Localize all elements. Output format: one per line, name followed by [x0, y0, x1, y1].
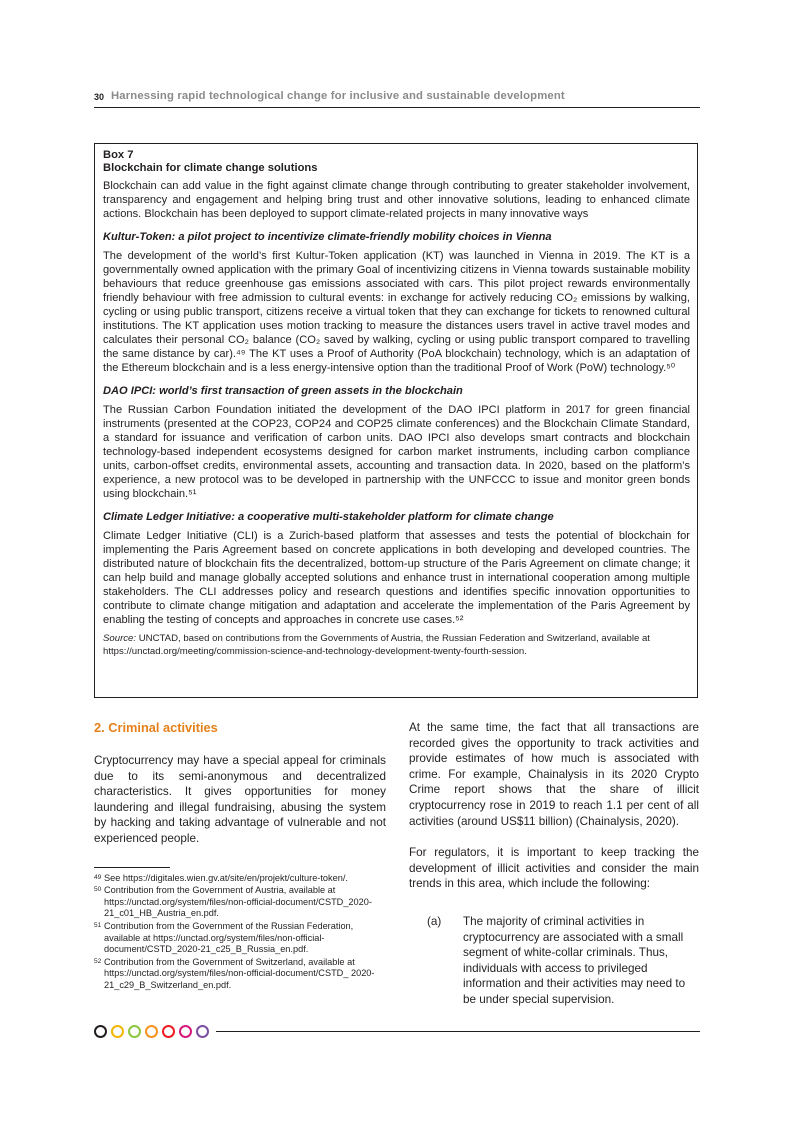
section-text-kultur-token: The development of the world’s first Kultur-Token application (KT) was launched in Vienna in 2019. The KT is a governmentally owned application with the primary Goal of incentivizing citizens in Vienna towards sustainable mobility behaviours that reduce greenhouse gas emissions associated with cars. This pilot project rewards environmentally friendly behaviour with free admission to cultural events: in exchange for actively reducing CO₂ emissions by walking, cycling or using public transport, citizens receive a virtual token that they can exchange for tickets to renowned cultural institutions. The KT application uses motion tracking to measure the distances users travel in active travel modes and calculates their personal CO₂ balance (CO₂ saved by walking, cycling or using public transport compared to travelling the same distance by car).⁴⁹ The KT uses a Proof of Authority (PoA blockchain) technology, which is an adaptation of the Ethereum blockchain and is a less energy-intensive option than the traditional Proof of Work (PoW) technology.⁵⁰: [103, 249, 690, 374]
page-header: [94, 89, 700, 108]
footer-circle-icon: [196, 1025, 209, 1038]
footer-rule: [216, 1031, 700, 1032]
section-heading-kultur-token: Kultur-Token: a pilot project to incentivize climate-friendly mobility choices in Vienna: [103, 230, 552, 243]
footer-circle-icon: [162, 1025, 175, 1038]
section-text-climate-ledger: Climate Ledger Initiative (CLI) is a Zurich-based platform that assesses and tests the potential of blockchain for implementing the Paris Agreement based on concrete applications in both developing and developed countries. The distributed nature of blockchain fits the decentralized, bottom-up structure of the Paris Agreement on climate change; it can help build and manage globally accepted solutions and enhance trust in international cooperation among multiple stakeholders. The CLI addresses policy and research questions and identifies specific innovation opportunities to contribute to climate change mitigation and adaptation and accelerate the implementation of the Paris Agreement by enabling the testing of concepts and approaches in concrete use cases.⁵²: [103, 529, 690, 626]
list-item-label: (a): [427, 914, 442, 928]
footer-circle-icon: [128, 1025, 141, 1038]
footer-circle-icon: [145, 1025, 158, 1038]
footnote-text: See https://digitales.wien.gv.at/site/en/projekt/culture-token/.: [104, 872, 348, 883]
section-text-dao-ipci: The Russian Carbon Foundation initiated the development of the DAO IPCI platform in 2017 for green financial instruments (presented at the COP23, COP24 and COP25 climate conferences) and the Blockchain Climate Standard, a standard for issuance and verification of carbon units. DAO IPCI also develops smart contracts and blockchain technology-based independent ecosystems designed for carbon market instruments, including carbon compliance units, carbon-offset credits, environmental assets, accounting and transaction data. In 2020, based on the platform’s experience, a new protocol was to be developed in partnership with the UNFCCC to issue and monitor green bonds using blockchain.⁵¹: [103, 403, 690, 500]
footnote-separator: [94, 867, 170, 868]
footnote: [94, 957, 386, 992]
section-heading-dao-ipci: DAO IPCI: world’s first transaction of green assets in the blockchain: [103, 384, 463, 397]
source-label: Source:: [103, 632, 137, 644]
box-title: Blockchain for climate change solutions: [103, 161, 318, 174]
footnote-text: Contribution from the Government of Austria, available at https://unctad.org/system/files/non-official-document/CSTD_2020-21_c01_HB_Austria_en.pdf.: [104, 885, 372, 919]
footnote: [94, 921, 386, 956]
page-number: 30: [94, 92, 105, 102]
box-7: [94, 143, 698, 698]
section-heading-climate-ledger: Climate Ledger Initiative: a cooperative multi-stakeholder platform for climate change: [103, 510, 554, 523]
running-title: Harnessing rapid technological change for inclusive and sustainable development: [111, 90, 565, 102]
footnote-text: Contribution from the Government of the Russian Federation, available at https://unctad.org/system/files/non-official-document/CSTD_2020-21_c25_B_Russia_en.pdf.: [104, 920, 354, 955]
footer-circle-icon: [111, 1025, 124, 1038]
footnote-number: 51: [94, 921, 102, 929]
box-number: Box 7: [103, 149, 134, 161]
section-heading-criminal-activities: 2. Criminal activities: [94, 720, 218, 735]
source-text: UNCTAD, based on contributions from the Governments of Austria, the Russian Federation and Switzerland, available at https://unctad.org/meeting/commission-science-and-technology-development-twenty-fourth-session.: [103, 632, 650, 657]
footer-circle-icon: [94, 1025, 107, 1038]
box-source: [103, 632, 690, 658]
right-column: [409, 720, 699, 1008]
box-intro: Blockchain can add value in the fight against climate change through contributing to greater stakeholder involvement, transparency and engagement and helping bring trust and other innovative solutions, leading to enhanced climate actions. Blockchain has been deployed to support climate-related projects in many innovative ways: [103, 179, 690, 220]
regulators-paragraph: For regulators, it is important to keep tracking the development of illicit activities and consider the main trends in this area, which include the following:: [409, 846, 699, 891]
footnote: [94, 885, 386, 920]
footnote-text: Contribution from the Government of Switzerland, available at https://unctad.org/system/files/non-official-document/CSTD_ 2020-21_c29_B_Switzerland_en.pdf.: [104, 956, 375, 990]
list-item-text: The majority of criminal activities in cryptocurrency are associated with a small segment of white-collar criminals. Thus, individuals with access to privileged information and their activities may need to be under special supervision.: [463, 914, 686, 1006]
tracking-paragraph: At the same time, the fact that all transactions are recorded gives the opportunity to track activities and provide estimates of how much is associated with crime. For example, Chainalysis in its 2020 Crypto Crime report shows that the share of illicit cryptocurrency rose in 2019 to reach 1.1 per cent of all activities (around US$11 billion) (Chainalysis, 2020).: [409, 721, 699, 828]
footnote-number: 52: [94, 957, 102, 965]
footnote-number: 50: [94, 886, 102, 894]
criminal-activities-paragraph: Cryptocurrency may have a special appeal for criminals due to its semi-anonymous and decentralized characteristics. It gives opportunities for money laundering and illegal fundraising, abusing the system by hacking and taking advantage of vulnerable and not experienced people.: [94, 754, 386, 845]
footer-circle-icon: [179, 1025, 192, 1038]
footnote: [94, 873, 386, 885]
list-item: [409, 914, 699, 1008]
left-column: [94, 720, 386, 993]
footnote-number: 49: [94, 873, 102, 881]
page-footer: [94, 1025, 700, 1039]
